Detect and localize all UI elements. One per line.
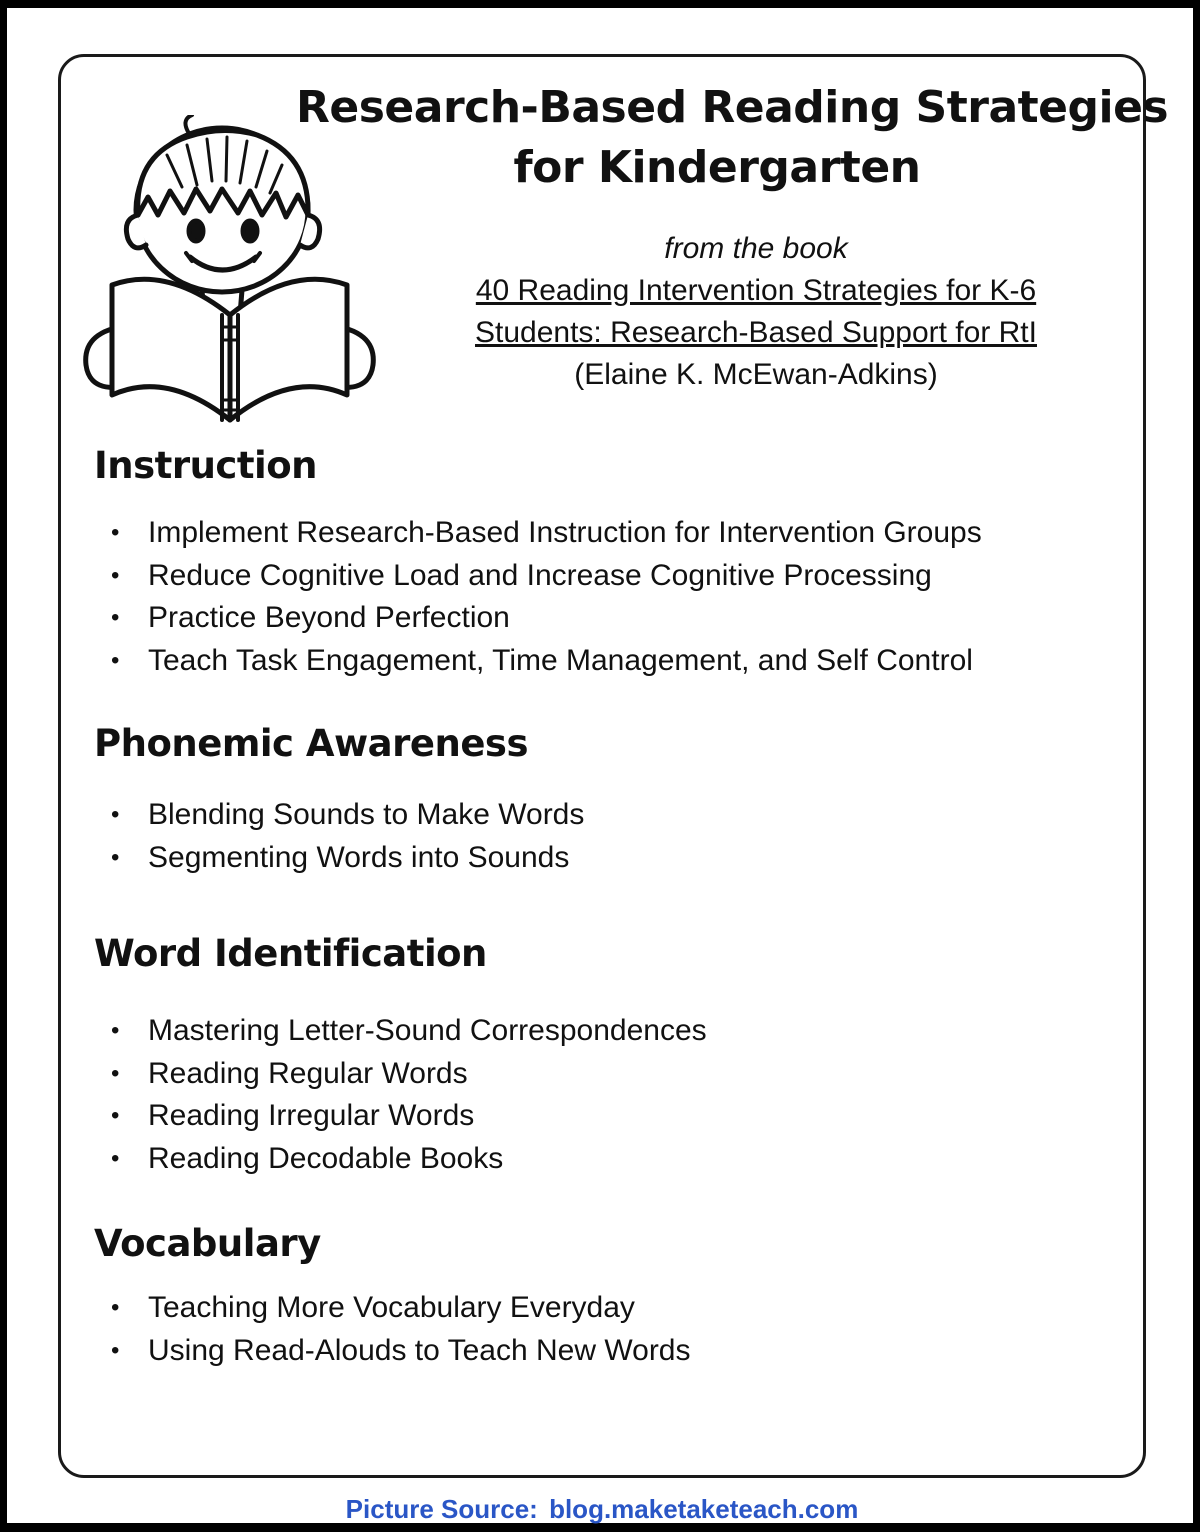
picture-source-label: Picture Source:	[345, 1494, 538, 1524]
bullet-icon: •	[111, 561, 120, 589]
list-item: • Implement Research-Based Instruction for Intervention Groups	[106, 512, 982, 555]
bullet-icon: •	[111, 1144, 120, 1172]
bullet-icon: •	[111, 519, 120, 546]
bullet-icon: •	[111, 801, 120, 828]
bullet-icon: •	[111, 1294, 120, 1321]
book-citation	[406, 228, 1106, 396]
section-heading-phonemic-awareness: Phonemic Awareness	[94, 722, 528, 765]
book-author: (Elaine K. McEwan-Adkins)	[574, 358, 938, 391]
list-item: • Mastering Letter-Sound Correspondences	[106, 1010, 707, 1053]
section-heading-vocabulary: Vocabulary	[94, 1222, 321, 1265]
vocabulary-list	[106, 1287, 691, 1372]
list-item: • Using Read-Alouds to Teach New Words	[106, 1330, 691, 1373]
list-item: • Practice Beyond Perfection	[106, 597, 982, 640]
list-item: • Teach Task Engagement, Time Management, and Self Control	[106, 640, 982, 683]
citation-intro: from the book	[664, 232, 848, 265]
bullet-icon: •	[111, 1102, 120, 1129]
bullet-icon: •	[111, 843, 120, 871]
list-item: • Blending Sounds to Make Words	[106, 794, 584, 837]
phonemic-awareness-list	[106, 794, 584, 879]
title-line-2: for Kindergarten	[513, 142, 921, 193]
bullet-icon: •	[111, 1059, 120, 1087]
bullet-icon: •	[111, 646, 120, 674]
word-identification-list	[106, 1010, 707, 1180]
bullet-icon: •	[111, 604, 120, 631]
list-item: • Segmenting Words into Sounds	[106, 837, 584, 880]
list-item: • Reading Decodable Books	[106, 1138, 707, 1181]
book-title-line-1: 40 Reading Intervention Strategies for K-6	[475, 274, 1037, 307]
list-item: • Reading Regular Words	[106, 1053, 707, 1096]
title-line-1: Research-Based Reading Strategies	[296, 82, 1169, 133]
section-heading-word-identification: Word Identification	[94, 932, 487, 975]
bullet-icon: •	[111, 1017, 120, 1044]
list-item: • Reduce Cognitive Load and Increase Cognitive Processing	[106, 555, 982, 598]
page-title	[296, 78, 1169, 198]
list-item: • Teaching More Vocabulary Everyday	[106, 1287, 691, 1330]
picture-source-caption	[0, 1494, 1200, 1525]
list-item: • Reading Irregular Words	[106, 1095, 707, 1138]
picture-source-link[interactable]: blog.maketaketeach.com	[549, 1494, 859, 1524]
book-title-line-2: Students: Research-Based Support for RtI	[475, 316, 1037, 349]
bullet-icon: •	[111, 1336, 120, 1364]
instruction-list	[106, 512, 982, 682]
section-heading-instruction: Instruction	[94, 444, 317, 487]
